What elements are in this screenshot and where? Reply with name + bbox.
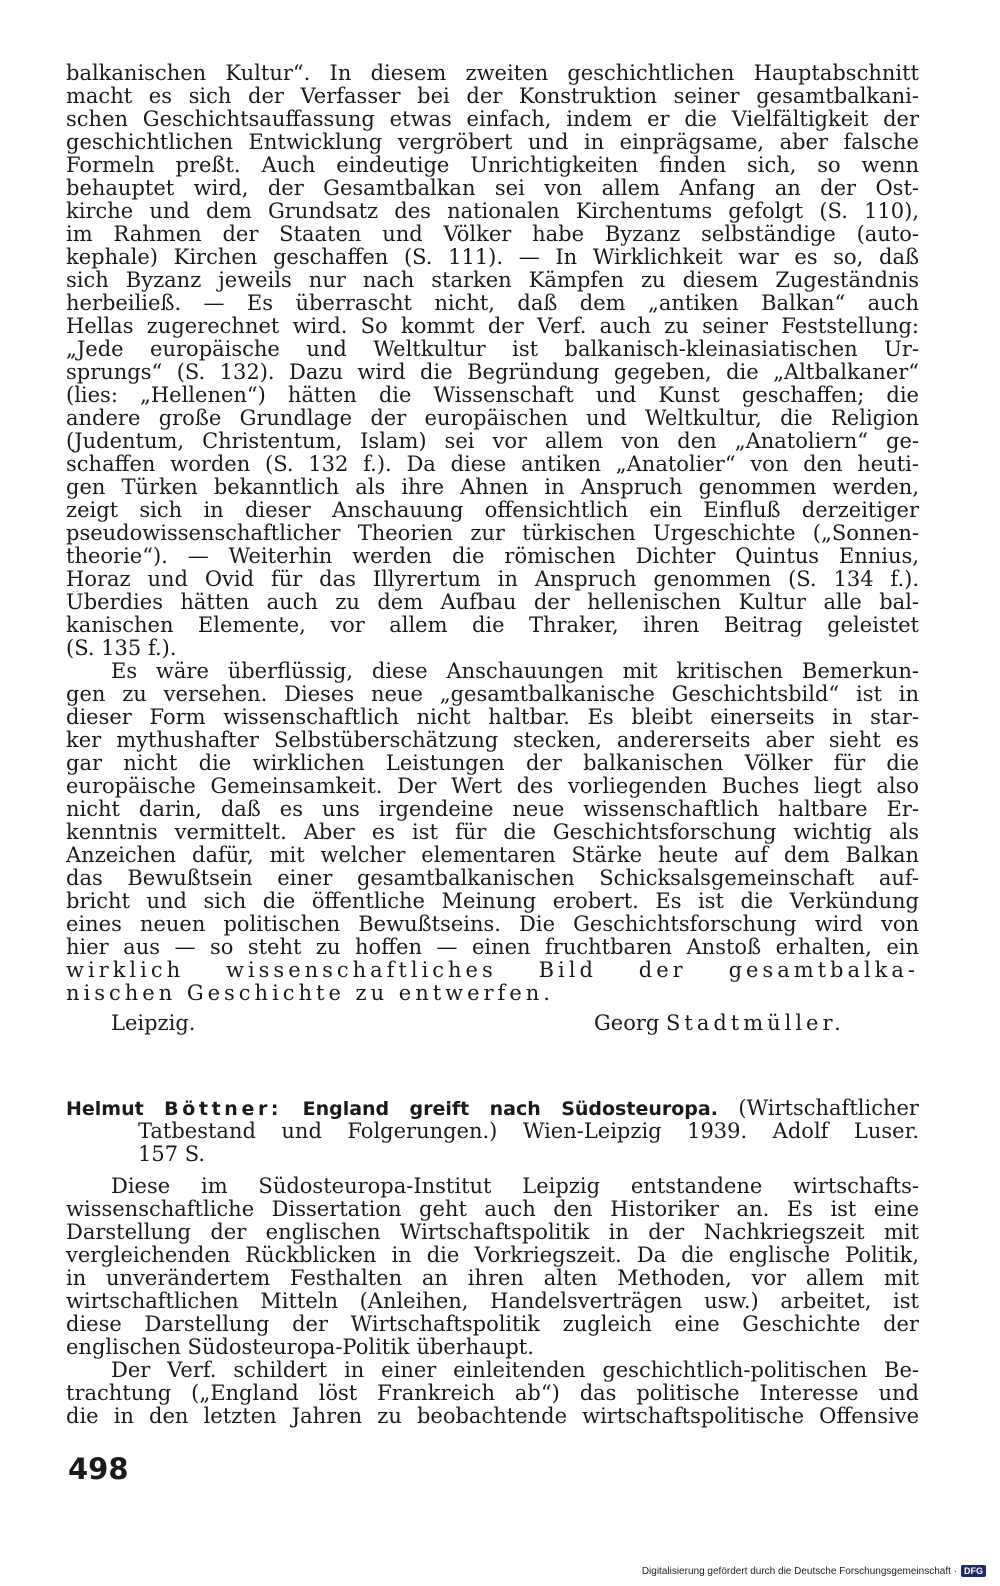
text-line: balkanischen Kultur“. In diesem zweiten geschichtlichen Hauptabschnitt xyxy=(66,62,919,85)
text-line: Darstellung der englischen Wirtschaftspolitik in der Nachkriegszeit mit xyxy=(66,1221,919,1244)
review-meta-line: Tatbestand und Folgerungen.) Wien-Leipzig 1939. Adolf Luser. xyxy=(138,1120,919,1143)
footer-text: Digitalisierung gefördert durch die Deutsche Forschungsgemeinschaft · xyxy=(641,1565,957,1577)
review-author-first: Helmut xyxy=(66,1098,144,1120)
text-line: sich Byzanz jeweils nur nach starken Kämpfen zu diesem Zugeständnis xyxy=(66,269,919,292)
page-number: 498 xyxy=(68,1452,129,1486)
text-line: diese Darstellung der Wirtschaftspolitik zugleich eine Geschichte der xyxy=(66,1313,919,1336)
text-line: die in den letzten Jahren zu beobachtende wirtschaftspolitische Offensive xyxy=(66,1405,919,1428)
spaced-emphasis-line: nischen Geschichte zu entwerfen. xyxy=(66,982,554,1005)
text-line: trachtung („England löst Frankreich ab“) das politische Interesse und xyxy=(66,1382,919,1405)
text-line: wissenschaftliche Dissertation geht auch den Historiker an. Es ist eine xyxy=(66,1198,919,1221)
text-line: schaffen worden (S. 132 f.). Da diese antiken „Anatolier“ von den heuti- xyxy=(66,453,919,476)
text-line: kanischen Elemente, vor allem die Thraker, ihren Beitrag geleistet xyxy=(66,614,919,637)
text-line: kirche und dem Grundsatz des nationalen Kirchentums gefolgt (S. 110), xyxy=(66,200,919,223)
review-book-title: England greift nach Südosteuropa. xyxy=(302,1098,718,1120)
text-line: Formeln preßt. Auch eindeutige Unrichtigkeiten finden sich, so wenn xyxy=(66,154,919,177)
text-line: schen Geschichtsauffassung etwas einfach, indem er die Vielfältigkeit der xyxy=(66,108,919,131)
text-line: wirtschaftlichen Mitteln (Anleihen, Handelsverträgen usw.) arbeitet, ist xyxy=(66,1290,919,1313)
review-heading xyxy=(66,1097,919,1120)
text-line: kenntnis vermittelt. Aber es ist für die Geschichtsforschung wichtig als xyxy=(66,821,919,844)
signature-place: Leipzig. xyxy=(111,1011,196,1035)
signature-first-name: Georg xyxy=(594,1011,660,1035)
text-line: Diese im Südosteuropa-Institut Leipzig entstandene wirtschafts- xyxy=(111,1175,919,1198)
text-line: behauptet wird, der Gesamtbalkan sei von allem Anfang an der Ost- xyxy=(66,177,919,200)
text-line: nicht darin, daß es uns irgendeine neue wissenschaftlich haltbare Er- xyxy=(66,798,919,821)
text-line: gen zu versehen. Dieses neue „gesamtbalkanische Geschichtsbild“ ist in xyxy=(66,683,919,706)
text-line: in unverändertem Festhalten an ihren alten Methoden, vor allem mit xyxy=(66,1267,919,1290)
text-line: dieser Form wissenschaftlich nicht haltbar. Es bleibt einerseits in star- xyxy=(66,706,919,729)
text-line: (lies: „Hellenen“) hätten die Wissenschaft und Kunst geschaffen; die xyxy=(66,384,919,407)
text-line: sprungs“ (S. 132). Dazu wird die Begründung gegeben, die „Altbalkaner“ xyxy=(66,361,919,384)
text-line: vergleichenden Rückblicken in die Vorkriegszeit. Da die englische Politik, xyxy=(66,1244,919,1267)
text-line: zeigt sich in dieser Anschauung offensichtlich ein Einfluß derzeitiger xyxy=(66,499,919,522)
text-line: pseudowissenschaftlicher Theorien zur türkischen Urgeschichte („Sonnen- xyxy=(66,522,919,545)
text-line: Horaz und Ovid für das Illyrertum in Anspruch genommen (S. 134 f.). xyxy=(66,568,919,591)
text-line: Der Verf. schildert in einer einleitenden geschichtlich-politischen Be- xyxy=(111,1359,919,1382)
review-author-last: Böttner: xyxy=(164,1098,283,1120)
text-line: Überdies hätten auch zu dem Aufbau der hellenischen Kultur alle bal- xyxy=(66,591,919,614)
text-line: „Jede europäische und Weltkultur ist balkanisch-kleinasiatischen Ur- xyxy=(66,338,919,361)
spaced-emphasis-line: wirklich wissenschaftliches Bild der gesamtbalka- xyxy=(66,959,919,982)
review-meta: (Wirtschaftlicher xyxy=(738,1097,919,1120)
text-line: herbeiließ. — Es überrascht nicht, daß dem „antiken Balkan“ auch xyxy=(66,292,919,315)
text-line: theorie“). — Weiterhin werden die römischen Dichter Quintus Ennius, xyxy=(66,545,919,568)
text-line: englischen Südosteuropa-Politik überhaupt. xyxy=(66,1336,534,1359)
dfg-logo-icon: DFG xyxy=(961,1565,986,1577)
text-line: (S. 135 f.). xyxy=(66,637,177,660)
text-line: geschichtlichen Entwicklung vergröbert und in einprägsame, aber falsche xyxy=(66,131,919,154)
text-line: gen Türken bekanntlich als ihre Ahnen in Anspruch genommen werden, xyxy=(66,476,919,499)
text-line: andere große Grundlage der europäischen und Weltkultur, die Religion xyxy=(66,407,919,430)
signature-last-name: Stadtmüller. xyxy=(666,1011,845,1035)
text-line: gar nicht die wirklichen Leistungen der balkanischen Völker für die xyxy=(66,752,919,775)
text-line: Es wäre überflüssig, diese Anschauungen mit kritischen Bemerkun- xyxy=(111,660,919,683)
text-line: europäische Gemeinsamkeit. Der Wert des vorliegenden Buches liegt also xyxy=(66,775,919,798)
text-line: im Rahmen der Staaten und Völker habe Byzanz selbständige (auto- xyxy=(66,223,919,246)
signature-author xyxy=(594,1012,845,1035)
text-line: Hellas zugerechnet wird. So kommt der Verf. auch zu seiner Feststellung: xyxy=(66,315,919,338)
text-line: (Judentum, Christentum, Islam) sei vor allem von den „Anatoliern“ ge- xyxy=(66,430,919,453)
text-line: das Bewußtsein einer gesamtbalkanischen Schicksalsgemeinschaft auf- xyxy=(66,867,919,890)
text-line: Anzeichen dafür, mit welcher elementaren Stärke heute auf dem Balkan xyxy=(66,844,919,867)
digitization-footer xyxy=(642,1565,986,1577)
text-line: eines neuen politischen Bewußtseins. Die Geschichtsforschung wird von xyxy=(66,913,919,936)
text-line: kephale) Kirchen geschaffen (S. 111). — In Wirklichkeit war es so, daß xyxy=(66,246,919,269)
review-meta-line: 157 S. xyxy=(138,1143,206,1166)
text-line: bricht und sich die öffentliche Meinung erobert. Es ist die Verkündung xyxy=(66,890,919,913)
text-line: macht es sich der Verfasser bei der Konstruktion seiner gesamtbalkani- xyxy=(66,85,919,108)
text-line: ker mythushafter Selbstüberschätzung stecken, andererseits aber sieht es xyxy=(66,729,919,752)
text-line: hier aus — so steht zu hoffen — einen fruchtbaren Anstoß erhalten, ein xyxy=(66,936,919,959)
